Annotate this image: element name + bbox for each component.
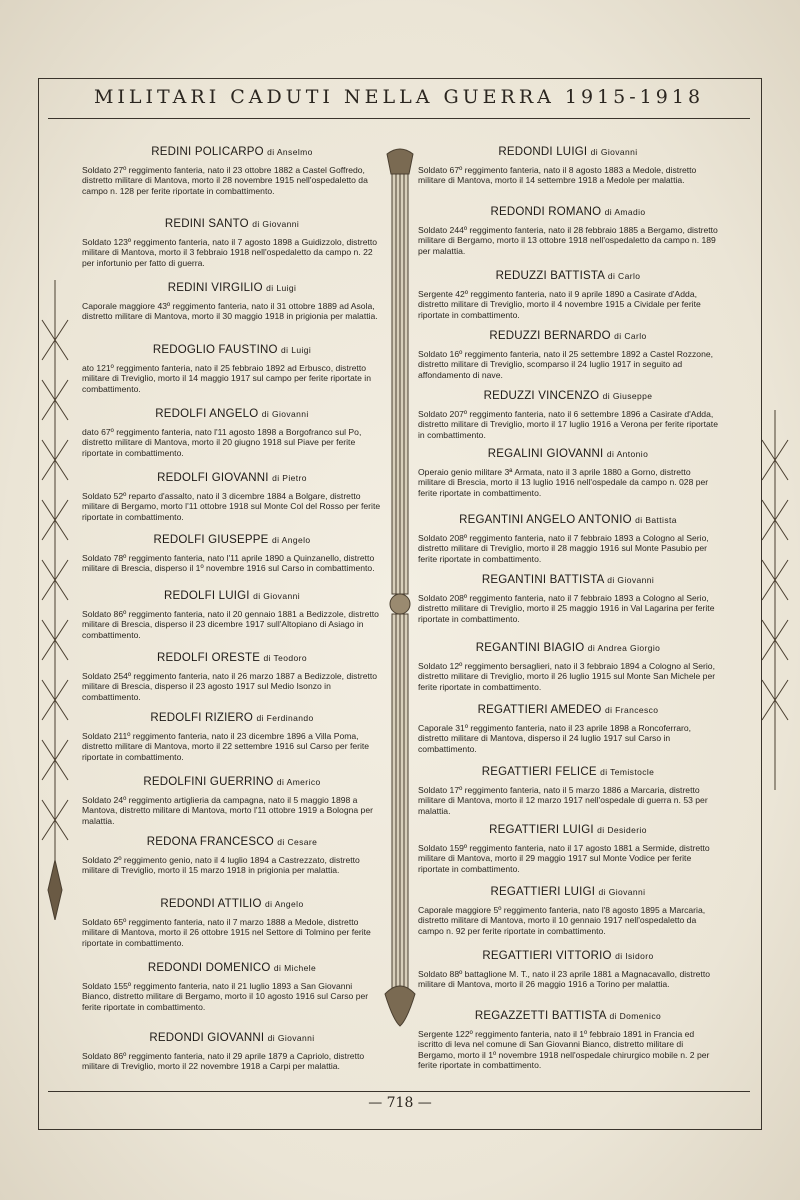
entry-text: Caporale 31º reggimento fanteria, nato il 23 aprile 1898 a Roncoferraro, distretto militare di Mantova, disperso il 24 luglio 1917 sul Carso in combattimento. [418,723,692,754]
list-item [418,950,718,990]
entry-text: Soldato 27º reggimento fanteria, nato il 23 ottobre 1882 a Castel Goffredo, distretto militare di Mantova, morto il 28 novembre 1915 nell'ospedaletto da campo n. 128 per ferite riportate in combattimento. [82,165,368,196]
list-item [418,642,718,692]
entry-name: REDONDI DOMENICO di Michele [147,962,317,974]
entry-text: Soldato 12º reggimento bersaglieri, nato il 3 febbraio 1894 a Cologno al Serio, distretto militare di Treviglio, morto il 26 luglio 1915 sul Monte San Michele per ferite riportate in combattimento. [418,661,716,692]
entry-text: Soldato 244º reggimento fanteria, nato il 28 febbraio 1885 a Bergamo, distretto militare di Bergamo, morto il 13 ottobre 1918 nell'ospedaletto da campo n. 189 per malattia. [418,225,718,256]
list-item [82,408,382,458]
entry-text: Caporale maggiore 5º reggimento fanteria, nato l'8 agosto 1895 a Marcaria, distretto militare di Mantova, morto il 10 gennaio 1917 nell'ospedaletto da campo n. 92 per ferite riportate in combattimento. [418,905,706,936]
entry-text: Soldato 67º reggimento fanteria, nato il 8 agosto 1883 a Medole, distretto militare di Mantova, morto il 14 settembre 1918 a Medole per malattia. [418,165,697,186]
entry-text: Soldato 159º reggimento fanteria, nato il 17 agosto 1881 a Sermide, distretto militare di Mantova, morto il 29 maggio 1917 sul Monte Vodice per ferite riportate in combattimento. [418,843,710,874]
entry-name: REDUZZI BATTISTA di Carlo [495,270,641,282]
entry-name: REDOLFI LUIGI di Giovanni [163,590,300,602]
list-item [82,218,382,268]
entry-text: Soldato 208º reggimento fanteria, nato il 7 febbraio 1893 a Cologno al Serio, distretto militare di Treviglio, morto il 28 maggio 1916 sul Monte Pasubio per ferite riportate in combattimento. [418,533,709,564]
list-item [82,146,382,196]
entry-name: REGATTIERI AMEDEO di Francesco [477,704,659,716]
entry-name: REDINI POLICARPO di Anselmo [151,146,313,158]
entry-name: REDINI SANTO di Giovanni [164,218,300,230]
list-item [82,282,382,322]
flag-pole-ornament-icon [760,410,790,790]
list-item [418,448,718,498]
fasces-ornament-icon [383,148,417,1028]
entry-text: Soldato 52º reparto d'assalto, nato il 3 dicembre 1884 a Bolgare, distretto militare di Bergamo, morto l'11 ottobre 1918 sul Monte Col del Rosso per ferite riportate in combattimento. [82,491,381,522]
list-item [82,712,382,762]
entry-text: Soldato 65º reggimento fanteria, nato il 7 marzo 1888 a Medole, distretto militare di Mantova, morto il 26 ottobre 1915 nel Settore di Tolmino per ferite riportate in combattimento. [82,917,371,948]
entry-name: REGATTIERI LUIGI di Giovanni [490,886,646,898]
list-item [418,766,718,816]
entry-name: REDONDI GIOVANNI di Giovanni [149,1032,315,1044]
entry-name: REDOLFI ANGELO di Giovanni [155,408,309,420]
entry-name: REDONDI ROMANO di Amadio [490,206,646,218]
entry-text: Soldato 207º reggimento fanteria, nato il 6 settembre 1896 a Casirate d'Adda, distretto militare di Treviglio, morto il 17 luglio 1916 a Verona per ferite riportate in combattimento. [418,409,718,440]
entry-name: REDOLFI GIUSEPPE di Angelo [153,534,311,546]
entry-text: Operaio genio militare 3ª Armata, nato il 3 aprile 1880 a Gorno, distretto militare di Brescia, morto il 13 luglio 1916 nell'ospedale da campo n. 028 per ferite riportate in combattimento. [418,467,709,498]
list-item [418,1010,718,1071]
list-item [82,836,382,876]
entry-name: REDONDI LUIGI di Giovanni [498,146,638,158]
entry-text: Soldato 78º reggimento fanteria, nato l'11 aprile 1890 a Quinzanello, distretto militare di Brescia, disperso il 1º novembre 1916 sul Carso in combattimento. [82,553,375,574]
entry-text: Sergente 42º reggimento fanteria, nato il 9 aprile 1890 a Casirate d'Adda, distretto militare di Treviglio, morto il 4 novembre 1915 a Cividale per ferite riportate in combattimento. [418,289,701,320]
entry-name: REDOGLIO FAUSTINO di Luigi [152,344,312,356]
list-item [418,390,718,440]
list-item [418,330,718,380]
entry-text: Soldato 24º reggimento artiglieria da campagna, nato il 5 maggio 1898 a Mantova, distretto militare di Mantova, morto l'11 ottobre 1919 a Bologna per malattia. [82,795,373,826]
entry-name: REDOLFINI GUERRINO di Americo [143,776,321,788]
entry-text: Soldato 16º reggimento fanteria, nato il 25 settembre 1892 a Castel Rozzone, distretto militare di Treviglio, scomparso il 24 luglio 1917 in seguito ad affondamento di nave. [418,349,714,380]
list-item [82,1032,382,1072]
entry-text: Soldato 123º reggimento fanteria, nato il 7 agosto 1898 a Guidizzolo, distretto militare di Mantova, morto il 3 febbraio 1918 nell'ospedaletto da campo n. 22 per infortunio per fatto di guerra. [82,237,378,268]
entry-name: REGATTIERI FELICE di Temistocle [481,766,655,778]
entry-text: Soldato 2º reggimento genio, nato il 4 luglio 1894 a Castrezzato, distretto militare di Treviglio, morto il 15 marzo 1918 in prigionia per malattia. [82,855,360,876]
entry-text: Soldato 88º battaglione M. T., nato il 23 aprile 1881 a Magnacavallo, distretto militare di Mantova, morto il 26 maggio 1916 a Torino per malattia. [418,969,711,990]
entry-text: ato 121º reggimento fanteria, nato il 25 febbraio 1892 ad Erbusco, distretto militare di Treviglio, morto il 14 maggio 1917 sul campo per ferite riportate in combattimento. [82,363,371,394]
entry-name: REGATTIERI VITTORIO di Isidoro [482,950,654,962]
page-number: — 718 — [368,1095,432,1111]
entry-text: Soldato 208º reggimento fanteria, nato il 7 febbraio 1893 a Cologno al Serio, distretto militare di Treviglio, morto il 25 maggio 1916 in Val Lagarina per ferite riportate in combattimento. [418,593,715,624]
list-item [418,824,718,874]
entry-name: REDUZZI BERNARDO di Carlo [489,330,647,342]
entry-text: Caporale maggiore 43º reggimento fanteria, nato il 31 ottobre 1889 ad Asola, distretto militare di Mantova, morto il 30 maggio 1918 in prigionia per malattia. [82,301,378,322]
entry-text: dato 67º reggimento fanteria, nato l'11 agosto 1898 a Borgofranco sul Po, distretto militare di Mantova, morto il 20 giugno 1918 sul Piave per ferite riportate in combattimento. [82,427,362,458]
entry-name: REGANTINI BATTISTA di Giovanni [481,574,655,586]
list-item [418,704,718,754]
entry-name: REGAZZETTI BATTISTA di Domenico [474,1010,662,1022]
page-title: MILITARI CADUTI NELLA GUERRA 1915-1918 [93,86,705,108]
list-item [418,146,718,186]
list-item [82,652,382,702]
list-item [418,574,718,624]
entry-name: REDOLFI GIOVANNI di Pietro [157,472,307,484]
entry-name: REGALINI GIOVANNI di Antonio [487,448,649,460]
entry-text: Sergente 122º reggimento fanteria, nato il 1º febbraio 1891 in Francia ed iscritto di leva nel comune di San Giovanni Bianco, distretto militare di Bergamo, morto il 1º novembre 1918 nell'ospedale chirurgico mobile n. 2 per ferite riportate in combattimento. [418,1029,710,1071]
flag-pole-ornament-icon [40,280,70,920]
entry-name: REGANTINI BIAGIO di Andrea Giorgio [475,642,661,654]
entry-text: Soldato 155º reggimento fanteria, nato il 21 luglio 1893 a San Giovanni Bianco, distretto militare di Bergamo, morto il 10 agosto 1916 sul Carso per ferite riportate in combattimento. [82,981,369,1012]
entry-text: Soldato 211º reggimento fanteria, nato il 23 dicembre 1896 a Villa Poma, distretto militare di Mantova, morto il 22 settembre 1916 sul Carso per ferite riportate in combattimento. [82,731,370,762]
list-item [82,344,382,394]
list-item [418,206,718,256]
entry-name: REDONA FRANCESCO di Cesare [146,836,318,848]
list-item [82,590,382,640]
entry-name: REDOLFI RIZIERO di Ferdinando [150,712,314,724]
entry-text: Soldato 86º reggimento fanteria, nato il 20 gennaio 1881 a Bedizzole, distretto militare di Brescia, disperso il 23 dicembre 1917 sull'Altopiano di Asiago in combattimento. [82,609,379,640]
entry-text: Soldato 254º reggimento fanteria, nato il 26 marzo 1887 a Bedizzole, distretto militare di Brescia, disperso il 23 agosto 1917 sul Medio Isonzo in combattimento. [82,671,378,702]
entry-name: REGATTIERI LUIGI di Desiderio [489,824,647,836]
entry-text: Soldato 17º reggimento fanteria, nato il 5 marzo 1886 a Marcaria, distretto militare di Mantova, morto il 12 marzo 1917 nell'ospedale di guerra n. 53 per malattia. [418,785,708,816]
entry-name: REDUZZI VINCENZO di Giuseppe [483,390,653,402]
entry-name: REDONDI ATTILIO di Angelo [160,898,304,910]
list-item [418,270,718,320]
list-item [82,534,382,574]
entry-name: REGANTINI ANGELO ANTONIO di Battista [459,514,677,526]
list-item [82,776,382,826]
list-item [82,898,382,948]
list-item [82,962,382,1012]
list-item [418,514,718,564]
list-item [82,472,382,522]
entry-name: REDINI VIRGILIO di Luigi [167,282,297,294]
entry-text: Soldato 86º reggimento fanteria, nato il 29 aprile 1879 a Capriolo, distretto militare di Treviglio, morto il 22 novembre 1918 a Carpi per malattia. [82,1051,365,1072]
entry-name: REDOLFI ORESTE di Teodoro [156,652,308,664]
list-item [418,886,718,936]
